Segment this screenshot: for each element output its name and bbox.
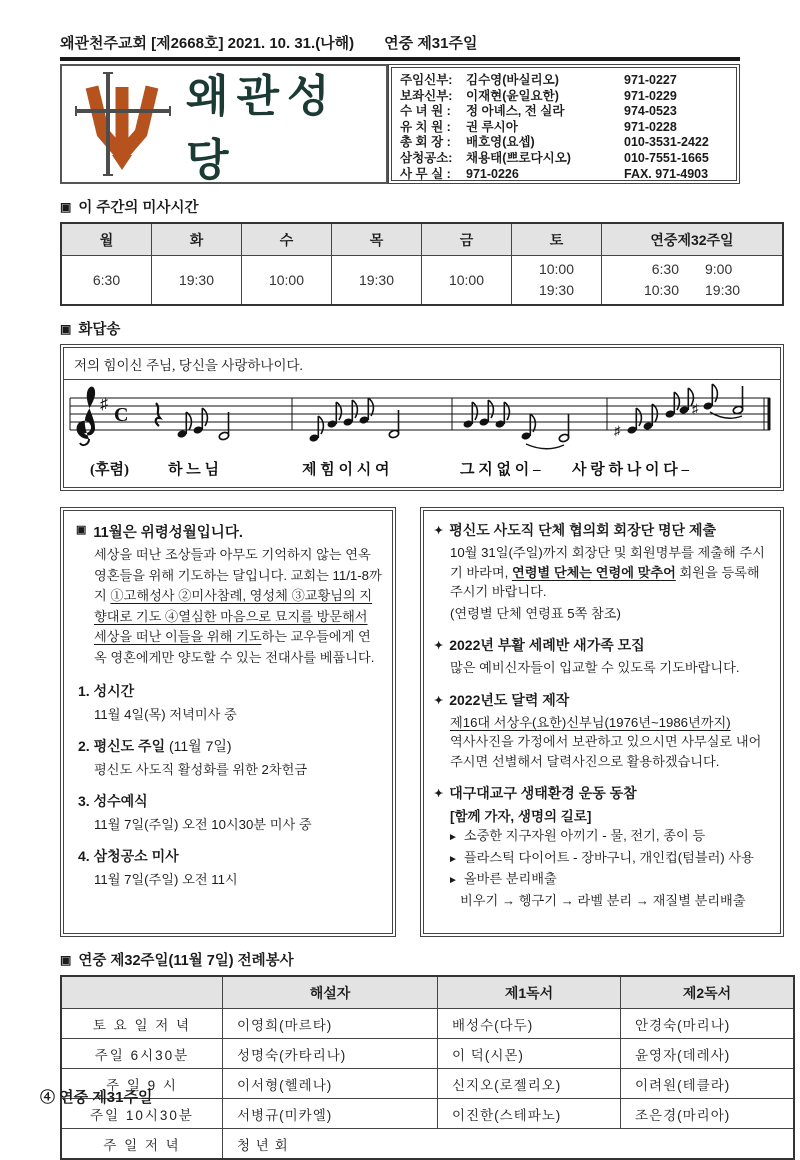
- left-item: [78, 736, 382, 778]
- contact-row: [400, 151, 730, 167]
- page-footer: ④ 연중 제31주일: [40, 1089, 153, 1106]
- service-time: 주 일 저 녁: [61, 1129, 223, 1160]
- contact-label: 수 녀 원 :: [400, 104, 451, 119]
- masthead-rule: [60, 57, 740, 61]
- contact-label: 보좌신부:: [400, 88, 453, 103]
- music-staff-area: [64, 380, 780, 487]
- notices-row: [60, 507, 784, 937]
- sunday-time: 6:30: [651, 261, 679, 277]
- church-name: 왜관성당: [186, 72, 338, 185]
- service-header-cell: [61, 976, 223, 1009]
- right-item: [434, 636, 770, 678]
- item-note: (연령별 단체 연령표 5쪽 참조): [450, 605, 621, 621]
- section-service: [60, 949, 784, 970]
- service-time: 주일 6시30분: [61, 1039, 223, 1069]
- section-psalm: [60, 318, 784, 339]
- service-name: 이려원(테클라): [621, 1069, 795, 1099]
- mass-time-cell: 19:30: [332, 256, 422, 306]
- bullet-text: 소중한 지구자원 아끼기 - 물, 전기, 종이 등: [463, 828, 706, 843]
- service-name: 배성수(다두): [438, 1009, 621, 1039]
- eco-bullet: [448, 848, 770, 870]
- contact-row: [400, 73, 730, 89]
- lyric: (후렴): [90, 462, 129, 478]
- header-row: [60, 64, 740, 184]
- mass-header-cell: 수: [242, 223, 332, 256]
- item-title: 대구대교구 생태환경 운동 동참: [449, 785, 637, 801]
- item-body: [450, 713, 770, 772]
- service-header-cell: 제1독서: [438, 976, 621, 1009]
- body-emphasized-text: 연령별 단체는 연령에 맞추어: [511, 564, 676, 580]
- lyric: 그 지 없 이 –: [460, 462, 541, 478]
- sunday-times-line: [603, 259, 781, 280]
- body-underlined-text: ①고해성사 ②미사참례, 영성체 ③교황님의 지향대로 기도 ④열심한 마음으로 묘지를 방문해서 세상을 떠난 이들을 위해 기도: [94, 588, 373, 644]
- service-header-row: [61, 976, 794, 1009]
- parish-logo-icon: [72, 71, 172, 177]
- item-number: 4.: [78, 848, 90, 864]
- contact-label: 유 치 원 :: [400, 119, 451, 134]
- eco-bullet: [448, 869, 770, 891]
- item-desc: 평신도 사도직 활성화를 위한 2차헌금: [94, 762, 308, 777]
- item-body: 많은 예비신자들이 입교할 수 있도록 기도바랍니다.: [450, 660, 740, 675]
- section-marker-icon: ▣: [76, 524, 87, 536]
- contact-value: 정 아녜스, 전 실라: [466, 104, 565, 119]
- mass-time-cell: 19:30: [152, 256, 242, 306]
- item-title: 2022년 부활 세례반 새가족 모집: [449, 637, 645, 653]
- service-name: 이 덕(시몬): [438, 1039, 621, 1069]
- lyric: 사 랑 하 나 이 다 –: [572, 462, 689, 478]
- star-icon: ✦: [434, 525, 444, 537]
- service-header-cell: 해설자: [223, 976, 438, 1009]
- contact-label: 총 회 장 :: [400, 135, 451, 150]
- contact-row: [400, 135, 730, 151]
- mass-times-row: [61, 256, 783, 306]
- item-title: 평신도 사도직 단체 협의회 회장단 명단 제출: [449, 522, 716, 538]
- left-item: [78, 791, 382, 833]
- mass-time-cell: 6:30: [61, 256, 152, 306]
- service-name: 서병규(미카엘): [223, 1099, 438, 1129]
- body-text: 회원을 등록해 주시기 바랍니다.: [450, 564, 760, 599]
- saturday-time: 19:30: [538, 282, 575, 298]
- contact-phone: 971-0229: [624, 88, 677, 103]
- mass-header-cell: 화: [152, 223, 242, 256]
- section-title: 이 주간의 미사시간: [78, 200, 199, 216]
- music-staff: [64, 382, 776, 482]
- service-name: 윤영자(데레사): [621, 1039, 795, 1069]
- item-title: 성시간: [93, 683, 135, 699]
- contact-label: 삼청공소:: [400, 150, 453, 165]
- mass-time-cell: 10:00: [242, 256, 332, 306]
- key-signature-sharp: ♯: [100, 396, 108, 413]
- section-marker-icon: ▣: [60, 321, 72, 336]
- service-name: 조은경(마리아): [621, 1099, 795, 1129]
- arrow-icon: ►: [448, 875, 458, 886]
- body-underlined-text: 제16대 서상우(요한)신부님(1976년~1986년까지): [450, 714, 731, 730]
- star-icon: ✦: [434, 788, 444, 800]
- section-title: 연중 제32주일(11월 7일) 전례봉사: [78, 953, 294, 969]
- mass-schedule-table: [60, 222, 784, 306]
- service-row: [61, 1069, 794, 1099]
- mass-time-cell: 10:00: [422, 256, 512, 306]
- right-item: [434, 691, 770, 772]
- body-text: 역사사진을 가정에서 보관하고 있으시면 사무실로 내어주시면 선별해서 달력사진으로 활용하겠습니다.: [450, 734, 762, 769]
- service-name: 이영희(마르타): [223, 1009, 438, 1039]
- mass-header-cell-week: 연중제32주일: [602, 223, 784, 256]
- sunday-time: 19:30: [705, 282, 741, 298]
- item-subtitle: [함께 가자, 생명의 길로]: [450, 809, 592, 824]
- contact-phone: 974-0523: [624, 104, 677, 119]
- contact-label: 사 무 실 :: [400, 166, 451, 181]
- right-item: [434, 784, 770, 910]
- service-header-cell: 제2독서: [621, 976, 795, 1009]
- contact-value: 배호영(요셉): [466, 135, 535, 150]
- contact-value: 김수영(바실리오): [466, 73, 559, 87]
- item-body: [450, 543, 770, 602]
- masthead: [60, 32, 740, 53]
- mass-header-cell: 월: [61, 223, 152, 256]
- contact-value: 권 루시아: [466, 119, 518, 134]
- section-marker-icon: ▣: [60, 952, 72, 967]
- item-title: 성수예식: [93, 793, 148, 809]
- service-row: [61, 1099, 794, 1129]
- star-icon: ✦: [434, 640, 444, 652]
- content-area: [60, 0, 784, 1160]
- lyric: 제 힘 이 시 여: [302, 462, 390, 478]
- body-text: 세상을 떠난 조상들과 아무도 기억하지 않는 연옥영혼들을 위해 기도하는 달입니다. 교회는 11/1-8까지: [94, 547, 382, 603]
- masthead-issue: 왜관천주교회 [제2668호] 2021. 10. 31.(나해): [60, 35, 355, 52]
- psalm-music-box: [60, 344, 784, 491]
- month-notice-title-row: [76, 521, 382, 542]
- service-time: 주 일 9 시: [61, 1069, 223, 1099]
- svg-text:♯: ♯: [614, 423, 621, 438]
- mass-time-cell-sunday: [602, 256, 784, 306]
- recycling-flow: 비우기 → 헹구기 → 라벨 분리 → 재질별 분리배출: [460, 892, 746, 908]
- mass-header-cell: 목: [332, 223, 422, 256]
- left-notice-box: [60, 507, 396, 937]
- section-mass-schedule: [60, 196, 784, 217]
- svg-text:♯: ♯: [692, 401, 699, 416]
- section-marker-icon: ▣: [60, 199, 72, 214]
- item-desc: 11월 4일(목) 저녁미사 중: [94, 707, 237, 722]
- contact-row: [400, 167, 730, 183]
- item-title-suffix: (11월 7일): [165, 738, 232, 754]
- mass-header-cell: 토: [512, 223, 602, 256]
- mass-header-row: [61, 223, 783, 256]
- arrow-icon: ►: [448, 832, 458, 843]
- bullet-text: 올바른 분리배출: [463, 871, 557, 886]
- service-name: 이서형(헬레나): [223, 1069, 438, 1099]
- saturday-time: 10:00: [538, 261, 575, 277]
- contact-row: [400, 89, 730, 105]
- contact-box: [388, 64, 740, 184]
- lyric: 하 느 님: [168, 462, 219, 478]
- contact-label: 주임신부:: [400, 73, 453, 87]
- item-number: 3.: [78, 793, 90, 809]
- month-notice-body: [94, 545, 382, 668]
- section-title: 화답송: [78, 322, 121, 338]
- service-row: [61, 1039, 794, 1069]
- left-item: [78, 681, 382, 723]
- item-number: 1.: [78, 683, 90, 699]
- service-name: 이진한(스테파노): [438, 1099, 621, 1129]
- treble-clef-icon: [77, 387, 96, 439]
- service-row: [61, 1129, 794, 1160]
- item-number: 2.: [78, 738, 90, 754]
- item-desc: 11월 7일(주일) 오전 11시: [94, 872, 238, 887]
- contact-phone: 971-0227: [624, 73, 677, 87]
- right-item: [434, 521, 770, 623]
- service-name: 신지오(로젤리오): [438, 1069, 621, 1099]
- service-name: 청 년 회: [223, 1129, 795, 1160]
- contact-phone: 010-7551-1665: [624, 150, 709, 165]
- contact-phone: 010-3531-2422: [624, 135, 709, 150]
- service-row: [61, 1009, 794, 1039]
- service-table: [60, 975, 795, 1160]
- time-signature: C: [114, 404, 129, 426]
- star-icon: ✦: [434, 694, 444, 707]
- sunday-times-line: [603, 280, 781, 301]
- bullet-text: 플라스틱 다이어트 - 장바구니, 개인컵(텀블러) 사용: [463, 849, 754, 865]
- mass-time-cell-saturday: [512, 256, 602, 306]
- arrow-icon: ►: [448, 853, 458, 865]
- contact-value: 971-0226: [466, 166, 519, 181]
- contact-phone: 971-0228: [624, 119, 677, 134]
- contact-value: 이재현(윤일요한): [466, 88, 559, 103]
- service-time: 토 요 일 저 녁: [61, 1009, 223, 1039]
- psalm-text: 저의 힘이신 주님, 당신을 사랑하나이다.: [64, 348, 780, 380]
- contact-phone: FAX. 971-4903: [624, 166, 709, 181]
- body-text: 하는 교우들에게 연옥 영혼에게만 양도할 수 있는 전대사를 베풉니다.: [94, 629, 375, 665]
- body-text: 10월 31일(주일)까지 회장단 및 회원명부를 제출해 주시기 바라며,: [450, 545, 765, 580]
- logo-box: [60, 64, 388, 184]
- right-notice-box: [420, 507, 784, 937]
- contact-row: [400, 104, 730, 120]
- item-desc: 11월 7일(주일) 오전 10시30분 미사 중: [94, 817, 312, 832]
- service-name: 안경숙(마리나): [621, 1009, 795, 1039]
- mass-header-cell: 금: [422, 223, 512, 256]
- sunday-time: 9:00: [705, 261, 733, 277]
- service-time: 주일 10시30분: [61, 1099, 223, 1129]
- item-title: 삼청공소 미사: [93, 848, 179, 864]
- contact-row: [400, 120, 730, 136]
- eco-bullet: [448, 826, 770, 848]
- service-name: 성명숙(카타리나): [223, 1039, 438, 1069]
- month-notice-title: 11월은 위령성월입니다.: [93, 525, 243, 541]
- left-item: [78, 846, 382, 888]
- item-title: 2022년도 달력 제작: [449, 691, 570, 708]
- masthead-sunday-title: 연중 제31주일: [384, 35, 478, 52]
- contact-value: 채용태(쁘로다시오): [466, 150, 571, 165]
- sunday-time: 10:30: [643, 282, 679, 298]
- item-title: 평신도 주일: [93, 738, 166, 754]
